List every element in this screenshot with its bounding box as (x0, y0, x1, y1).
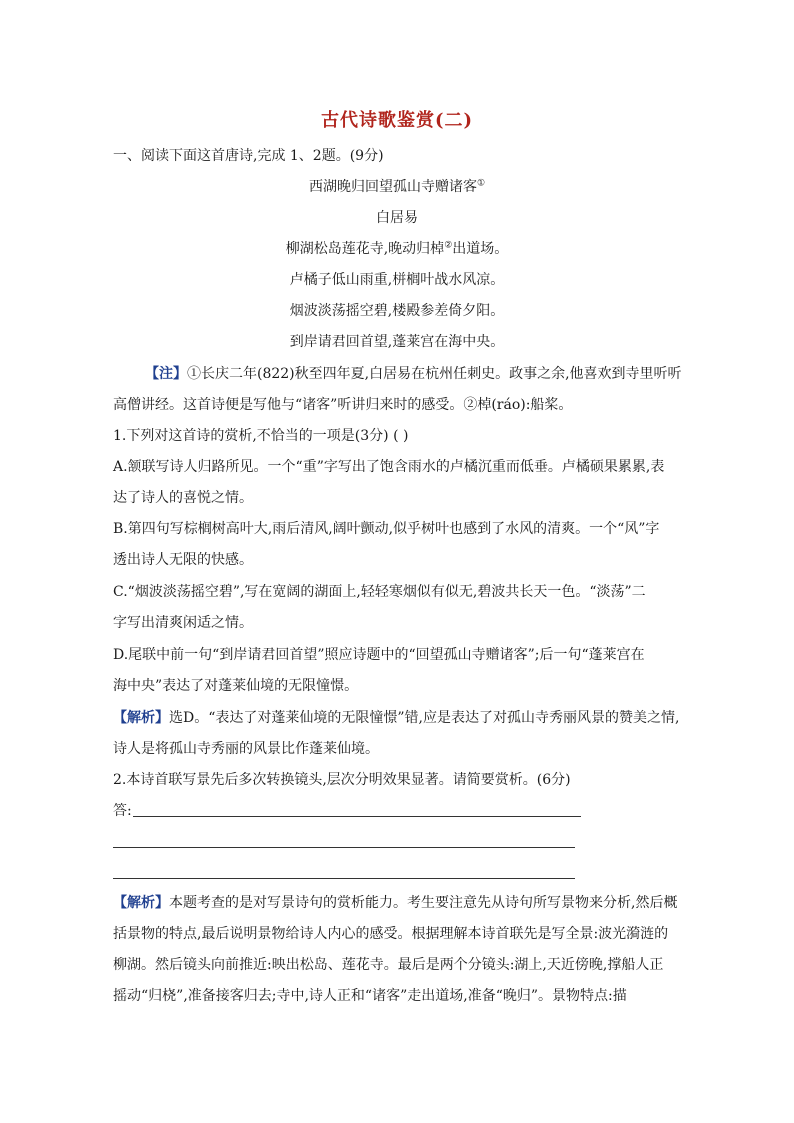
section-heading: 一、阅读下面这首唐诗,完成 1、2题。(9分) (113, 148, 384, 164)
option-b-line-1: B.第四句写棕榈树高叶大,雨后清风,阔叶颤动,似乎树叶也感到了水风的清爽。一个“风”字 (113, 521, 660, 537)
note-text-1: ①长庆二年(822)秋至四年夏,白居易在杭州任刺史。政事之余,他喜欢到寺里听听 (187, 366, 682, 382)
answer-label: 答: (113, 803, 132, 819)
q1-analysis-text-1: 选D。“表达了对蓬莱仙境的无限憧憬”错,应是表达了对孤山寺秀丽风景的赞美之情, (169, 710, 680, 726)
note-line-2: 高僧讲经。这首诗便是写他与“诸客”听讲归来时的感受。②棹(ráo):船桨。 (113, 397, 573, 413)
poem-title-text: 西湖晚归回望孤山寺赠诸客 (308, 179, 477, 195)
poem-line-3: 烟波淡荡摇空碧,楼殿参差倚夕阳。 (289, 303, 505, 319)
option-c-line-2: 字写出清爽闲适之情。 (113, 615, 253, 631)
poem-line-1 (0, 239, 794, 259)
q2-analysis-line-3: 柳湖。然后镜头向前推近:映出松岛、莲花寺。最后是两个分镜头:湖上,天近傍晚,撑船人正 (113, 957, 664, 973)
option-c-line-1: C.“烟波淡荡摇空碧”,写在宽阔的湖面上,轻轻寒烟似有似无,碧波共长天一色。“淡荡”二 (113, 584, 646, 600)
poem-line-1-a: 柳湖松岛莲花寺,晚动归棹 (285, 241, 445, 257)
q2-analysis-line-4: 摇动“归桡”,准备接客归去;寺中,诗人正和“诸客”走出道场,准备“晚归”。景物特点:描 (113, 988, 627, 1004)
option-d-line-2: 海中央”表达了对蓬莱仙境的无限憧憬。 (113, 678, 359, 694)
q2-analysis-line-1 (113, 893, 677, 913)
poem-line-4: 到岸请君回首望,蓬莱宫在海中央。 (289, 334, 505, 350)
note-tag: 【注】 (145, 366, 187, 382)
poem-line-1-b: 出道场。 (452, 241, 509, 257)
poem-title (0, 177, 794, 197)
page-title: 古代诗歌鉴赏(二) (320, 110, 474, 131)
poem-author: 白居易 (376, 210, 418, 226)
analysis-tag: 【解析】 (113, 895, 169, 911)
q2-analysis-text-1: 本题考查的是对写景诗句的赏析能力。考生要注意先从诗句所写景物来分析,然后概 (169, 895, 678, 911)
q1-analysis-line-1 (113, 708, 679, 728)
question-2-stem: 2.本诗首联写景先后多次转换镜头,层次分明效果显著。请简要赏析。(6分) (113, 772, 571, 788)
option-a-line-1: A.颔联写诗人归路所见。一个“重”字写出了饱含雨水的卢橘沉重而低垂。卢橘硕果累累,表 (113, 459, 665, 475)
question-1-stem: 1.下列对这首诗的赏析,不恰当的一项是(3分) ( ) (113, 428, 409, 444)
option-d-line-1: D.尾联中前一句“到岸请君回首望”照应诗题中的“回望孤山寺赠诸客”;后一句“蓬莱宫在 (113, 647, 645, 663)
q1-analysis-line-2: 诗人是将孤山寺秀丽的风景比作蓬莱仙境。 (113, 741, 379, 757)
footnote-marker: ① (476, 178, 486, 189)
answer-line-1[interactable] (133, 816, 581, 817)
q2-analysis-line-2: 括景物的特点,最后说明景物给诗人内心的感受。根据理解本诗首联先是写全景:波光漪涟的 (113, 926, 669, 942)
footnote-marker: ② (444, 240, 453, 251)
analysis-tag: 【解析】 (113, 710, 169, 726)
option-b-line-2: 透出诗人无限的快感。 (113, 552, 253, 568)
option-a-line-2: 达了诗人的喜悦之情。 (113, 490, 253, 506)
note-line-1 (145, 364, 682, 384)
answer-line-3[interactable] (113, 878, 575, 879)
poem-line-2: 卢橘子低山雨重,栟榈叶战水风凉。 (289, 272, 505, 288)
answer-line-2[interactable] (113, 847, 575, 848)
